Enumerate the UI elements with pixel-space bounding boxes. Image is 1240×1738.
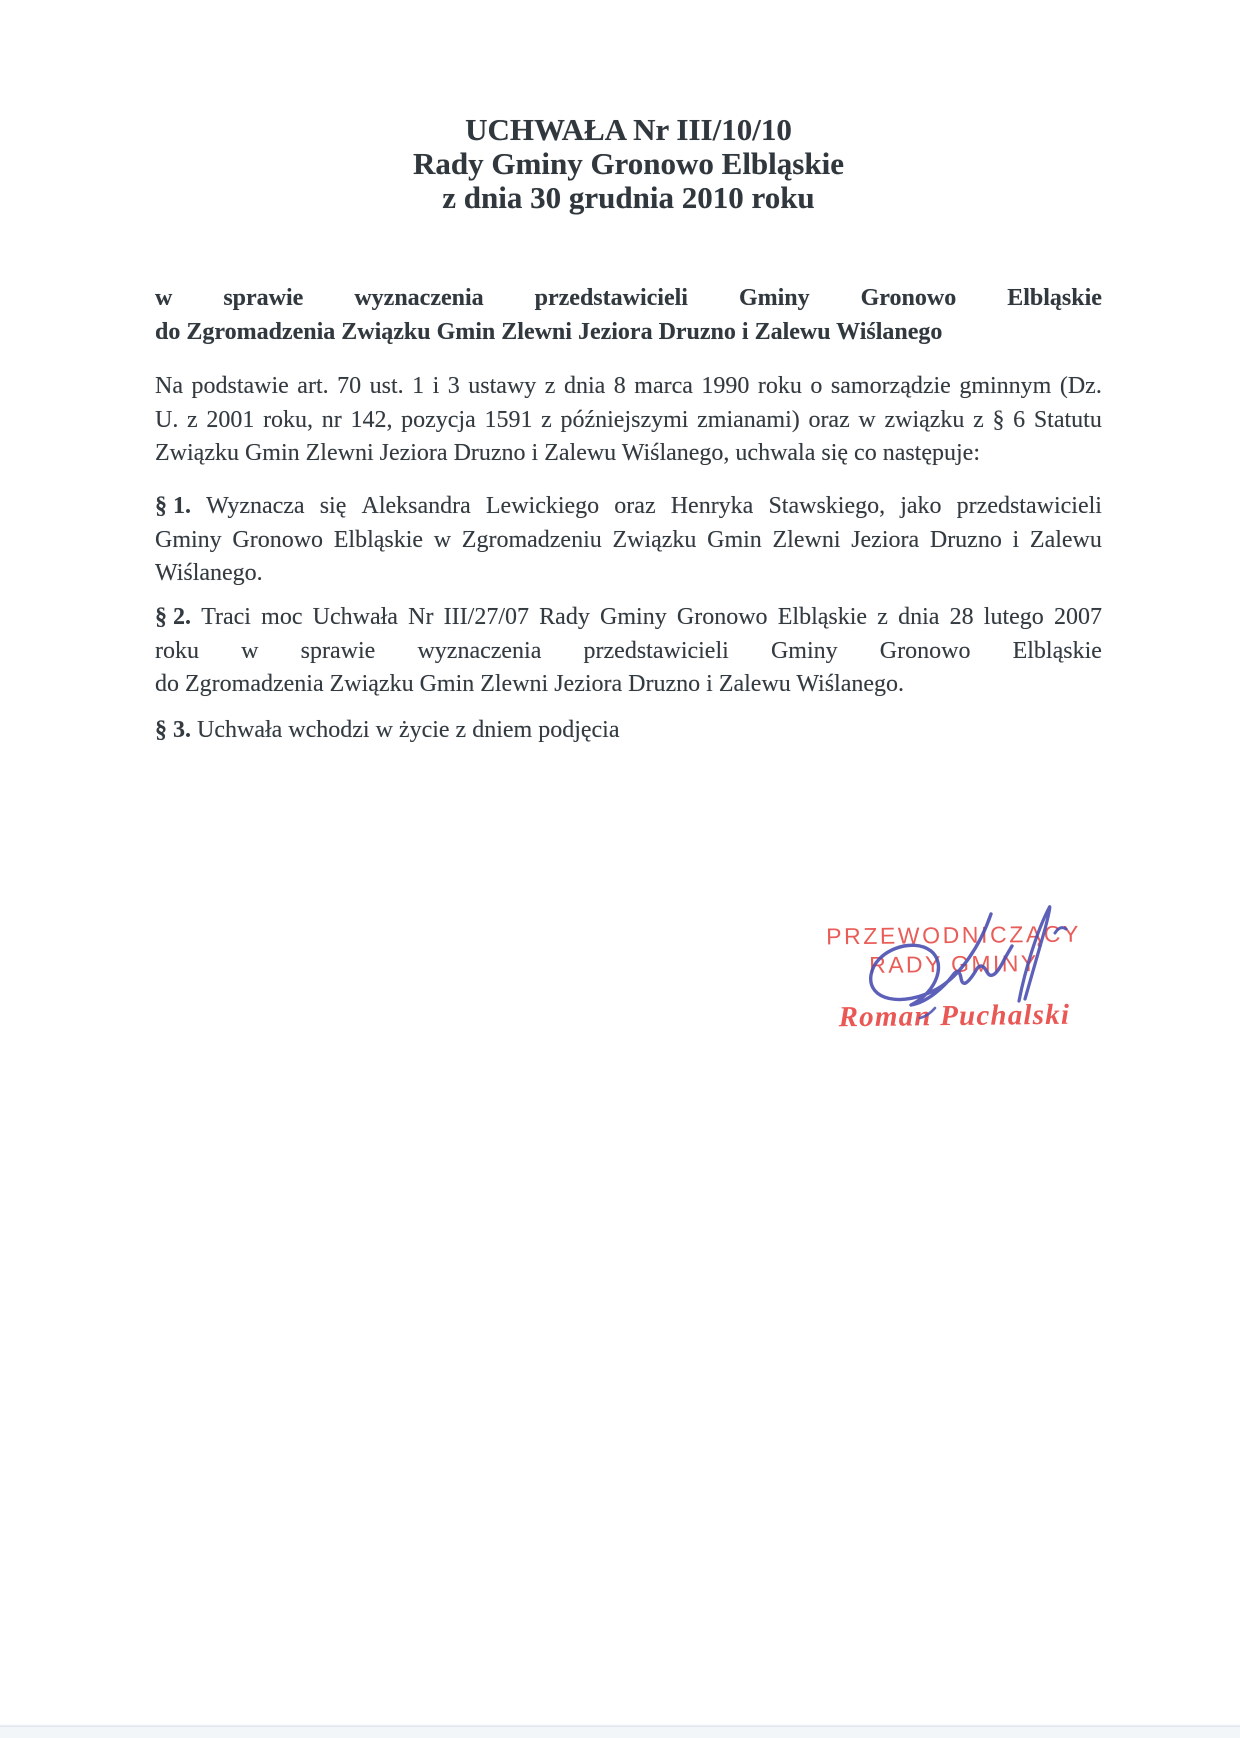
word: późniejszymi: [560, 406, 689, 433]
word: Gronowo: [879, 637, 971, 664]
word: ust.: [369, 373, 404, 399]
word: podstawie: [191, 373, 289, 399]
word: przedstawicieli: [956, 493, 1102, 519]
paragraph-3-mark: § 3.: [155, 717, 191, 743]
resolution-number: UCHWAŁA Nr III/10/10: [465, 112, 792, 147]
word: w: [155, 285, 173, 311]
word: w: [241, 637, 259, 664]
word: oraz: [614, 493, 656, 519]
word: w: [433, 526, 452, 553]
word: o: [810, 373, 823, 399]
word: Na: [155, 373, 183, 399]
word: ustawy: [468, 373, 537, 399]
word: Elbląskie: [1012, 637, 1102, 664]
word: Henryka: [670, 493, 754, 519]
word: 28: [949, 604, 974, 630]
stamp-role-line: PRZEWODNICZĄCY: [825, 920, 1082, 950]
word: Związku: [612, 526, 697, 553]
word: Druzno: [929, 526, 1002, 553]
word: Gronowo: [232, 526, 324, 553]
word: pozycja: [401, 406, 476, 433]
word: Gronowo: [860, 285, 957, 311]
word: i: [1012, 526, 1020, 553]
word: 1591: [484, 406, 533, 433]
word: oraz: [808, 406, 850, 433]
word: 3: [447, 373, 460, 399]
paragraph-2-line: [155, 601, 1102, 635]
resolution-date: z dnia 30 grudnia 2010 roku: [442, 180, 815, 215]
word: moc: [261, 604, 303, 630]
word: (Dz.: [1059, 373, 1102, 399]
word: dnia: [563, 373, 606, 399]
word: Lewickiego: [485, 493, 600, 519]
paragraph-3-text: Uchwała wchodzi w życie z dniem podjęcia: [191, 717, 620, 743]
word: wyznaczenia: [354, 285, 484, 311]
word: Rady: [539, 604, 590, 630]
word: 2001: [206, 406, 255, 433]
subject-paragraph: [155, 282, 1102, 349]
word: z: [877, 604, 888, 630]
word: związku: [884, 406, 965, 433]
word: wyznaczenia: [417, 637, 542, 664]
word: dnia: [898, 604, 940, 630]
word: Gminy: [600, 604, 667, 630]
word: Gmin: [707, 526, 762, 553]
legal-basis-line: [155, 404, 1102, 438]
word: lutego: [983, 604, 1044, 630]
word: gminnym: [959, 373, 1052, 399]
subject-line: [155, 282, 1102, 316]
word: Elbląskie: [1007, 285, 1102, 311]
paragraph-1-mark: § 1.: [155, 493, 191, 519]
paragraph-3-line: [155, 714, 1102, 748]
word: jako: [900, 493, 942, 519]
word: Gminy: [738, 285, 810, 311]
word: Zalewu: [1029, 526, 1102, 553]
paragraph-1-line: [155, 490, 1102, 524]
stamp-role-line: RADY GMINY: [869, 950, 1039, 978]
word: sprawie: [300, 637, 376, 664]
word: roku,: [263, 406, 314, 433]
paragraph-3: [155, 714, 1102, 748]
word: z: [187, 406, 198, 433]
word: III/27/07: [443, 604, 529, 630]
word: 8: [613, 373, 626, 399]
word: 2007: [1053, 604, 1102, 630]
word: 70: [337, 373, 362, 399]
word: marca: [634, 373, 693, 399]
word: Jeziora: [851, 526, 920, 553]
paragraph-2-line: [155, 635, 1102, 669]
word: Elbląskie: [333, 526, 424, 553]
word: zmianami): [697, 406, 800, 433]
word: przedstawicieli: [583, 637, 729, 664]
paragraph-1: [155, 490, 1102, 591]
word: 142,: [350, 406, 393, 433]
word: Zgromadzeniu: [461, 526, 602, 553]
word: Wyznacza: [206, 493, 305, 519]
paragraph-1-line: [155, 524, 1102, 558]
word: Stawskiego,: [768, 493, 886, 519]
word: art.: [297, 373, 329, 399]
handwritten-signature: [840, 888, 1080, 1028]
word: roku: [155, 637, 199, 664]
word: 1990: [701, 373, 750, 399]
word: z: [544, 373, 556, 399]
stamp-chairman-name: Roman Puchalski: [838, 998, 1071, 1034]
paragraph-2: [155, 601, 1102, 702]
paragraph-2-mark: § 2.: [155, 604, 191, 630]
word: Traci: [201, 604, 251, 630]
word: w: [858, 406, 876, 433]
word: Nr: [408, 604, 434, 630]
word: roku: [757, 373, 802, 399]
word: przedstawicieli: [534, 285, 688, 311]
scan-artifact-strip: [0, 1727, 1240, 1738]
word: z: [541, 406, 552, 433]
word: 1: [412, 373, 425, 399]
word: sprawie: [223, 285, 304, 311]
legal-basis-paragraph: [155, 370, 1102, 471]
word: U.: [155, 406, 179, 433]
word: Gminy: [770, 637, 838, 664]
signature-strokes: [871, 907, 1066, 1018]
word: i: [432, 373, 440, 399]
legal-basis-line: Związku Gmin Zlewni Jeziora Druzno i Zalewu Wiślanego, uchwala się co następuje:: [155, 440, 980, 466]
word: Uchwała: [312, 604, 398, 630]
word: §: [992, 406, 1005, 433]
legal-basis-line: [155, 370, 1102, 404]
resolution-title: [155, 113, 1102, 215]
word: Gminy: [155, 526, 222, 553]
issuing-body: Rady Gminy Gronowo Elbląskie: [413, 146, 844, 181]
word: samorządzie: [830, 373, 951, 399]
word: Zlewni: [772, 526, 841, 553]
word: nr: [321, 406, 342, 433]
subject-line: do Zgromadzenia Związku Gmin Zlewni Jeziora Druzno i Zalewu Wiślanego: [155, 318, 943, 345]
word: z: [973, 406, 984, 433]
word: 6: [1013, 406, 1026, 433]
word: Statutu: [1033, 406, 1102, 433]
word: Gronowo: [676, 604, 768, 630]
paragraph-1-line: Wiślanego.: [155, 560, 263, 586]
paragraph-2-line: do Zgromadzenia Związku Gmin Zlewni Jeziora Druzno i Zalewu Wiślanego.: [155, 671, 905, 697]
word: Aleksandra: [361, 493, 471, 519]
word: Elbląskie: [777, 604, 868, 630]
word: się: [319, 493, 347, 519]
